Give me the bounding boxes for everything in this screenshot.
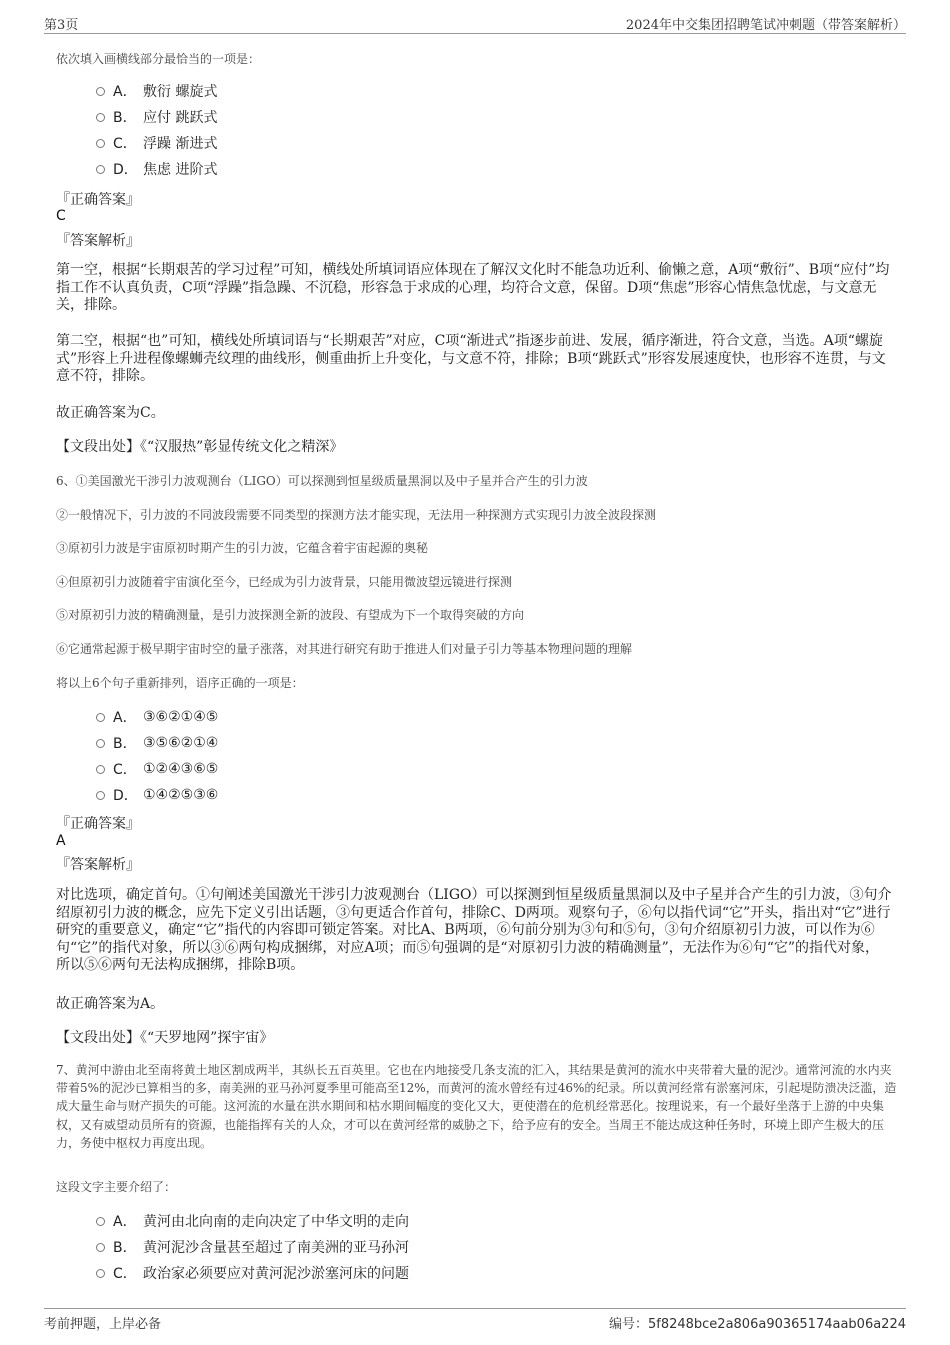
q5-conclusion: 故正确答案为C。	[56, 405, 165, 421]
q6-option-a[interactable]	[96, 707, 218, 727]
option-letter: C．	[113, 1266, 137, 1282]
option-letter: D．	[113, 162, 138, 178]
option-letter: B．	[113, 110, 137, 126]
q6-analysis-label: 『答案解析』	[56, 857, 140, 873]
q5-answer: C	[56, 208, 66, 224]
q7-option-a[interactable]	[96, 1211, 409, 1231]
footer-divider	[44, 1308, 906, 1309]
q6-option-c[interactable]	[96, 759, 218, 779]
option-text: 敷衍 螺旋式	[143, 84, 218, 100]
option-letter: D．	[113, 788, 138, 804]
q5-analysis-label: 『答案解析』	[56, 233, 140, 249]
q7-option-c[interactable]	[96, 1263, 409, 1283]
option-text: 黄河由北向南的走向决定了中华文明的走向	[143, 1214, 409, 1230]
option-letter: B．	[113, 1240, 137, 1256]
radio-icon[interactable]	[96, 139, 105, 148]
q5-prompt: 依次填入画横线部分最恰当的一项是：	[56, 52, 261, 66]
q5-option-b[interactable]	[96, 107, 217, 127]
radio-icon[interactable]	[96, 113, 105, 122]
q6-sentence-4: ④但原初引力波随着宇宙演化至今，已经成为引力波背景，只能用微波望远镜进行探测	[56, 575, 513, 589]
q6-option-d[interactable]	[96, 785, 218, 805]
page-number: 第3页	[44, 18, 79, 33]
q5-source: 【文段出处】《“汉服热”彰显传统文化之精深》	[56, 439, 344, 455]
radio-icon[interactable]	[96, 1269, 105, 1278]
option-letter: B．	[113, 736, 137, 752]
q6-analysis-p1: 对比选项，确定首句。①句阐述美国激光干涉引力波观测台（LIGO）可以探测到恒星级质量黑洞以及中子星并合产生的引力波，③句介绍原初引力波的概念，应先下定义引出话题，③句更适合作首句，排除C、D两项。观察句子，⑥句以指代词“它”开头，指出对“它”进行研究的重要意义，确定“它”指代的内容即可锁定答案。对比A、B两项，⑥句前分别为③句和⑤句，③句介绍原初引力波，可以作为⑥句“它”的指代对象，所以③⑥两句构成捆绑，对应A项；而⑤句强调的是“对原初引力波的精确测量”，无法作为⑥句“它”的指代对象，所以⑤⑥两句无法构成捆绑，排除B项。	[56, 887, 892, 973]
q5-answer-label: 『正确答案』	[56, 192, 140, 208]
option-text: 焦虑 进阶式	[143, 162, 218, 178]
option-text: ①④②⑤③⑥	[143, 787, 219, 803]
q6-conclusion: 故正确答案为A。	[56, 996, 165, 1012]
radio-icon[interactable]	[96, 1243, 105, 1252]
q5-option-c[interactable]	[96, 133, 217, 153]
radio-icon[interactable]	[96, 713, 105, 722]
option-letter: A．	[113, 84, 137, 100]
q6-sentence-2: ②一般情况下，引力波的不同波段需要不同类型的探测方法才能实现，无法用一种探测方式实现引力波全波段探测	[56, 508, 657, 522]
option-text: ③⑤⑥②①④	[143, 735, 219, 751]
radio-icon[interactable]	[96, 87, 105, 96]
option-letter: A．	[113, 1214, 137, 1230]
option-text: 应付 跳跃式	[143, 110, 218, 126]
q6-option-b[interactable]	[96, 733, 218, 753]
radio-icon[interactable]	[96, 739, 105, 748]
q7-prompt: 这段文字主要介绍了：	[56, 1180, 177, 1194]
option-text: 黄河泥沙含量甚至超过了南美洲的亚马孙河	[143, 1240, 409, 1256]
document-title: 2024年中交集团招聘笔试冲刺题（带答案解析）	[625, 18, 906, 33]
q6-sentence-3: ③原初引力波是宇宙原初时期产生的引力波，它蕴含着宇宙起源的奥秘	[56, 541, 429, 555]
q6-sentence-1: 6、①美国激光干涉引力波观测台（LIGO）可以探测到恒星级质量黑洞以及中子星并合产生的引力波	[56, 474, 588, 488]
q5-analysis-p1: 第一空，根据“长期艰苦的学习过程”可知，横线处所填词语应体现在了解汉文化时不能急功近利、偷懒之意，A项“敷衍”、B项“应付”均指工作不认真负责，C项“浮躁”指急躁、不沉稳，形容急于求成的心理，均符合文意，保留。D项“焦虑”形容心情焦急忧虑，与文意无关，排除。	[56, 262, 890, 313]
q6-prompt: 将以上6个句子重新排列，语序正确的一项是：	[56, 676, 304, 690]
option-text: ③⑥②①④⑤	[143, 709, 219, 725]
option-letter: A．	[113, 710, 137, 726]
radio-icon[interactable]	[96, 765, 105, 774]
q6-sentence-5: ⑤对原初引力波的精确测量，是引力波探测全新的波段、有望成为下一个取得突破的方向	[56, 608, 525, 622]
option-text: 政治家必须要应对黄河泥沙淤塞河床的问题	[143, 1266, 409, 1282]
option-text: 浮躁 渐进式	[143, 136, 218, 152]
q7-option-b[interactable]	[96, 1237, 409, 1257]
document-id: 编号：5f8248bce2a806a90365174aab06a224	[608, 1317, 906, 1332]
radio-icon[interactable]	[96, 165, 105, 174]
q7-passage: 7、黄河中游由北至南将黄土地区割成两半，其纵长五百英里。它也在内地接受几条支流的汇入，其结果是黄河的流水中夹带着大量的泥沙。通常河流的水内夹带着5%的泥沙已算相当的多，南美洲的亚马孙河夏季里可能高至12%，而黄河的流水曾经有过46%的纪录。所以黄河经常有淤塞河床，引起堤防溃决泛滥，造成大量生命与财产损失的可能。这河流的水量在洪水期间和枯水期间幅度的变化又大，更使潜在的危机经常恶化。按理说来，有一个最好坐落于上游的中央集权，又有威望动员所有的资源，也能指挥有关的人众，才可以在黄河经常的威胁之下，给予应有的安全。当周王不能达成这种任务时，环境上即产生极大的压力，务使中枢权力再度出现。	[56, 1063, 897, 1150]
radio-icon[interactable]	[96, 791, 105, 800]
radio-icon[interactable]	[96, 1217, 105, 1226]
header-divider	[44, 33, 906, 34]
q6-answer-label: 『正确答案』	[56, 816, 140, 832]
q6-sentence-6: ⑥它通常起源于极早期宇宙时空的量子涨落，对其进行研究有助于推进人们对量子引力等基本物理问题的理解	[56, 642, 633, 656]
q6-answer: A	[56, 833, 66, 849]
q5-analysis-p2: 第二空，根据“也”可知，横线处所填词语与“长期艰苦”对应，C项“渐进式”指逐步前进、发展，循序渐进，符合文意，当选。A项“螺旋式”形容上升进程像螺蛳壳纹理的曲线形，侧重曲折上升变化，与文意不符，排除；B项“跳跃式”形容发展速度快，也形容不连贯，与文意不符，排除。	[56, 333, 886, 384]
option-text: ①②④③⑥⑤	[143, 761, 219, 777]
option-letter: C．	[113, 762, 137, 778]
q5-option-a[interactable]	[96, 81, 217, 101]
q5-option-d[interactable]	[96, 159, 217, 179]
q6-source: 【文段出处】《“天罗地网”探宇宙》	[56, 1030, 274, 1046]
footer-slogan: 考前押题，上岸必备	[44, 1317, 162, 1332]
option-letter: C．	[113, 136, 137, 152]
